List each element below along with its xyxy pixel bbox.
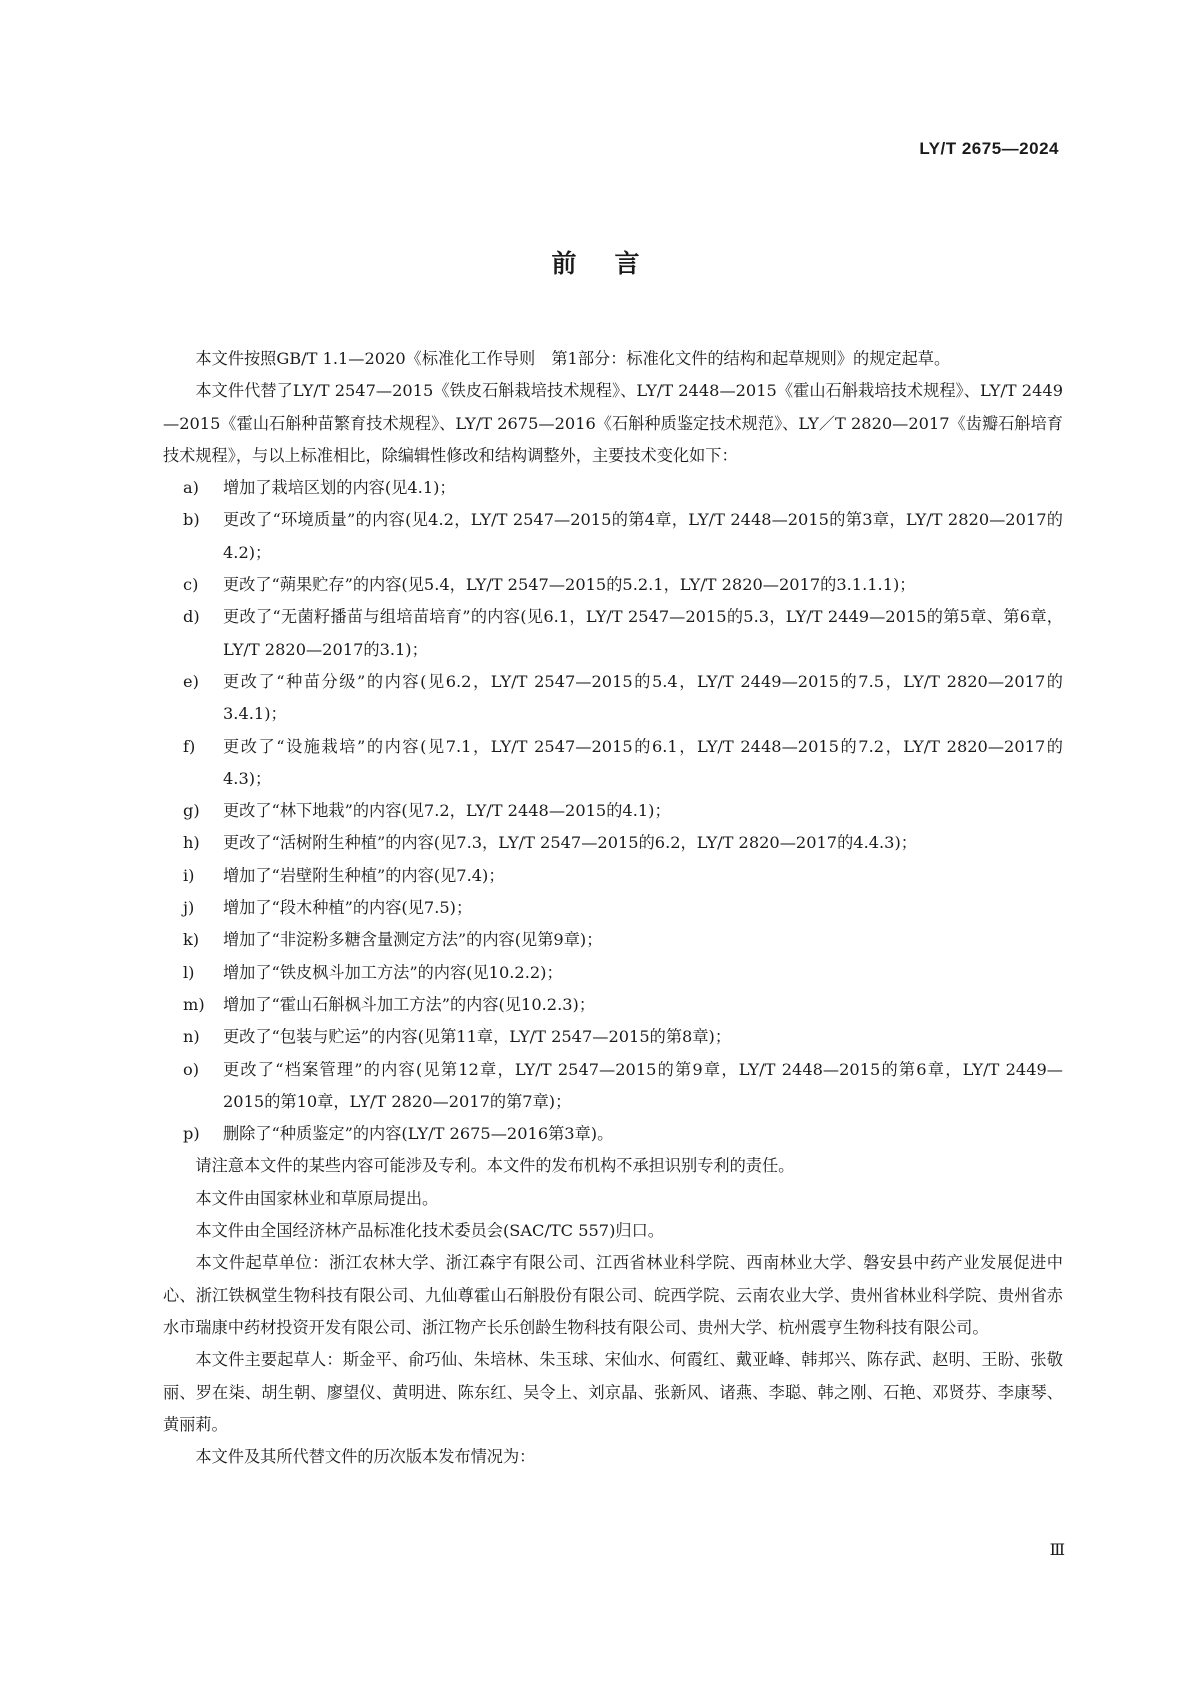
closing-paragraph: 本文件及其所代替文件的历次版本发布情况为： — [195, 1447, 536, 1467]
list-marker: l) — [183, 962, 195, 982]
list-item-text: 增加了“岩壁附生种植”的内容(见7.4)； — [223, 865, 505, 885]
list-marker: i) — [183, 865, 195, 885]
intro-paragraph: 本文件按照GB/T 1.1—2020《标准化工作导则 第1部分：标准化文件的结构和起草规则》的规定起草。 — [195, 349, 951, 368]
list-item-text: 更改了“种苗分级”的内容(见6.2，LY/T 2547—2015的5.4，LY/T 2449—2015的7.5，LY/T 2820—2017的3.4.1)； — [223, 671, 1063, 724]
closing-paragraph: 请注意本文件的某些内容可能涉及专利。本文件的发布机构不承担识别专利的责任。 — [195, 1156, 795, 1176]
list-item-text: 增加了“铁皮枫斗加工方法”的内容(见10.2.2)； — [223, 962, 563, 982]
list-marker: o) — [183, 1059, 200, 1079]
list-item-text: 删除了“种质鉴定”的内容(LY/T 2675—2016第3章)。 — [223, 1124, 614, 1144]
list-item — [183, 1118, 1063, 1150]
list-item — [183, 957, 1063, 989]
list-item-text: 更改了“档案管理”的内容(见第12章，LY/T 2547—2015的第9章，LY/T 2448—2015的第6章，LY/T 2449—2015的第10章，LY/T 2820—2017的第7章)； — [223, 1059, 1063, 1111]
list-item — [183, 1054, 1063, 1119]
closing-paragraph: 本文件主要起草人：斯金平、俞巧仙、朱培林、朱玉球、宋仙水、何霞红、戴亚峰、韩邦兴、陈存武、赵明、王盼、张敬丽、罗在柒、胡生朝、廖望仪、黄明进、陈东红、吴令上、刘京晶、张新风、诸燕、李聪、韩之刚、石艳、邓贤芬、李康琴、黄丽莉。 — [163, 1350, 1063, 1434]
list-marker: g) — [183, 801, 200, 821]
list-item-text: 更改了“包装与贮运”的内容(见第11章，LY/T 2547—2015的第8章)； — [223, 1027, 732, 1047]
list-item — [183, 1021, 1063, 1053]
list-marker: k) — [183, 930, 200, 950]
list-item — [183, 924, 1063, 956]
list-marker: h) — [183, 833, 200, 853]
list-item-text: 更改了“林下地栽”的内容(见7.2，LY/T 2448—2015的4.1)； — [223, 801, 671, 821]
list-item — [183, 666, 1063, 731]
list-item — [183, 731, 1063, 796]
list-item — [183, 827, 1063, 859]
list-marker: e) — [183, 671, 199, 691]
document-body — [163, 343, 1063, 1473]
list-item-text: 更改了“无菌籽播苗与组培苗培育”的内容(见6.1，LY/T 2547—2015的5.3，LY/T 2449—2015的第5章、第6章，LY/T 2820—2017的3.1)； — [223, 607, 1063, 659]
list-item-text: 增加了栽培区划的内容(见4.1)； — [223, 478, 456, 498]
list-item — [183, 989, 1063, 1021]
list-marker: b) — [183, 510, 200, 530]
list-item-text: 更改了“蒴果贮存”的内容(见5.4，LY/T 2547—2015的5.2.1，LY/T 2820—2017的3.1.1.1)； — [223, 575, 916, 595]
list-item — [183, 569, 1063, 601]
closing-paragraph: 本文件起草单位：浙江农林大学、浙江森宇有限公司、江西省林业科学院、西南林业大学、磐安县中药产业发展促进中心、浙江铁枫堂生物科技有限公司、九仙尊霍山石斛股份有限公司、皖西学院、云南农业大学、贵州省林业科学院、贵州省赤水市瑞康中药材投资开发有限公司、浙江物产长乐创龄生物科技有限公司、贵州大学、杭州震亨生物科技有限公司。 — [163, 1253, 1063, 1337]
document-code: LY/T 2675—2024 — [919, 139, 1059, 158]
changes-list — [163, 472, 1063, 1150]
list-item-text: 增加了“非淀粉多糖含量测定方法”的内容(见第9章)； — [223, 930, 603, 950]
list-item-text: 更改了“设施栽培”的内容(见7.1，LY/T 2547—2015的6.1，LY/T 2448—2015的7.2，LY/T 2820—2017的4.3)； — [223, 736, 1063, 788]
intro-paragraph: 本文件代替了LY/T 2547—2015《铁皮石斛栽培技术规程》、LY/T 2448—2015《霍山石斛栽培技术规程》、LY/T 2449—2015《霍山石斛种苗繁育技术规程》、LY/T 2675—2016《石斛种质鉴定技术规范》、LY／T 2820—2017《齿瓣石斛培育技术规程》，与以上标准相比，除编辑性修改和结构调整外，主要技术变化如下： — [163, 381, 1063, 465]
list-item — [183, 860, 1063, 892]
list-marker: c) — [183, 575, 199, 595]
list-marker: f) — [183, 736, 196, 756]
closing-paragraph: 本文件由全国经济林产品标准化技术委员会(SAC/TC 557)归口。 — [195, 1221, 664, 1241]
list-item-text: 增加了“段木种植”的内容(见7.5)； — [223, 898, 473, 918]
list-marker: j) — [183, 898, 195, 918]
list-item-text: 更改了“环境质量”的内容(见4.2，LY/T 2547—2015的第4章，LY/T 2448—2015的第3章，LY/T 2820—2017的4.2)； — [223, 510, 1063, 562]
list-marker: p) — [183, 1124, 200, 1144]
list-marker: n) — [183, 1027, 200, 1047]
page-title: 前言 — [551, 249, 678, 278]
list-item-text: 增加了“霍山石斛枫斗加工方法”的内容(见10.2.3)； — [223, 994, 596, 1014]
list-item — [183, 892, 1063, 924]
list-item — [183, 795, 1063, 827]
list-marker: d) — [183, 607, 200, 627]
list-item — [183, 504, 1063, 569]
list-marker: m) — [183, 994, 205, 1014]
closing-paragraph: 本文件由国家林业和草原局提出。 — [195, 1188, 439, 1208]
list-item — [183, 601, 1063, 666]
list-marker: a) — [183, 478, 199, 498]
list-item-text: 更改了“活树附生种植”的内容(见7.3，LY/T 2547—2015的6.2，LY/T 2820—2017的4.4.3)； — [223, 833, 917, 853]
list-item — [183, 472, 1063, 504]
page-number: Ⅲ — [1049, 1540, 1065, 1559]
